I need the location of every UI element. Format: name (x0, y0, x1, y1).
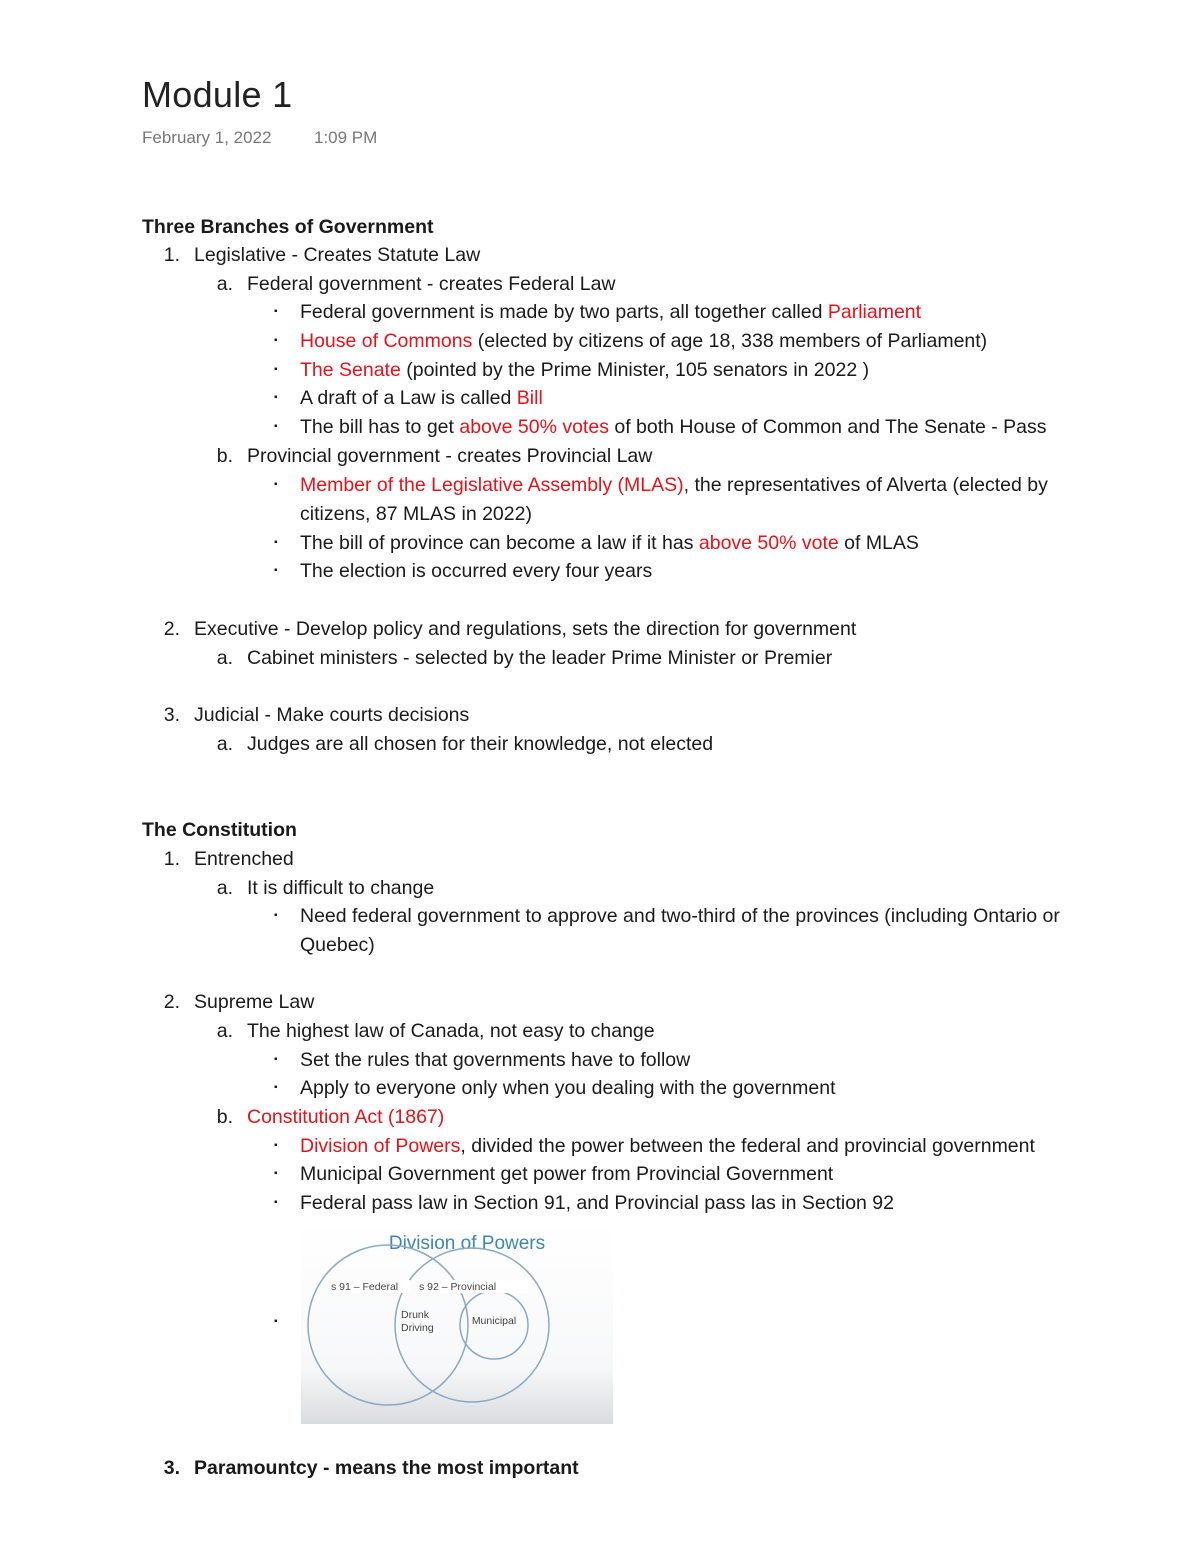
list-item: Member of the Legislative Assembly (MLAS), the representatives of Alverta (elected by (300, 474, 1048, 496)
list-item-continuation: Quebec) (300, 934, 375, 956)
list-letter: b. (216, 1106, 233, 1128)
note-time: 1:09 PM (314, 128, 378, 147)
section-heading-constitution: The Constitution (142, 819, 297, 841)
list-item: The Senate (pointed by the Prime Minister, 105 senators in 2022 ) (300, 359, 870, 381)
list-number: 2. (163, 991, 180, 1013)
list-letter: a. (216, 273, 233, 295)
list-item: Judicial - Make courts decisions (194, 704, 470, 726)
bullet-icon: ▪ (274, 392, 278, 403)
bullet-icon: ▪ (274, 1082, 278, 1093)
list-item: Constitution Act (1867) (247, 1106, 445, 1128)
bullet-icon: ▪ (274, 306, 278, 317)
list-number: 1. (163, 848, 180, 870)
bullet-icon: ▪ (274, 335, 278, 346)
bullet-icon: ▪ (274, 479, 278, 490)
municipal-label: Municipal (471, 1315, 517, 1327)
bullet-icon: ▪ (274, 1197, 278, 1208)
list-item: Federal government - creates Federal Law (247, 273, 616, 295)
list-item: Federal pass law in Section 91, and Provincial pass las in Section 92 (300, 1192, 894, 1214)
list-item: It is difficult to change (247, 877, 435, 899)
provincial-label: s 92 – Provincial (419, 1281, 497, 1293)
bullet-icon: ▪ (274, 364, 278, 375)
bullet-icon: ▪ (274, 1140, 278, 1151)
bullet-icon: ▪ (274, 1316, 278, 1327)
list-number: 3. (163, 704, 180, 726)
overlap-label-line2: Driving (401, 1322, 434, 1334)
bullet-icon: ▪ (274, 1054, 278, 1065)
list-letter: a. (216, 647, 233, 669)
list-item: House of Commons (elected by citizens of age 18, 338 members of Parliament) (300, 330, 988, 352)
list-item: Division of Powers, divided the power between the federal and provincial government (300, 1135, 1035, 1157)
venn-diagram (301, 1222, 613, 1424)
list-item: Paramountcy - means the most important (194, 1457, 579, 1479)
note-date: February 1, 2022 (142, 128, 272, 147)
list-item: Supreme Law (194, 991, 315, 1013)
list-item: A draft of a Law is called Bill (300, 387, 543, 409)
list-item: Entrenched (194, 848, 294, 870)
list-number: 3. (163, 1457, 180, 1479)
bullet-icon: ▪ (274, 421, 278, 432)
list-item-continuation: citizens, 87 MLAS in 2022) (300, 503, 532, 525)
list-letter: a. (216, 733, 233, 755)
list-item: Federal government is made by two parts, all together called Parliament (300, 301, 922, 323)
list-item: Judges are all chosen for their knowledge, not elected (247, 733, 714, 755)
list-letter: a. (216, 877, 233, 899)
list-item: Set the rules that governments have to follow (300, 1049, 691, 1071)
list-item: The bill of province can become a law if it has above 50% vote of MLAS (300, 532, 919, 554)
list-number: 1. (163, 244, 180, 266)
division-of-powers-image (301, 1222, 613, 1424)
bullet-icon: ▪ (274, 565, 278, 576)
page-title: Module 1 (142, 74, 293, 115)
federal-label: s 91 – Federal (331, 1281, 399, 1293)
list-letter: b. (216, 445, 233, 467)
list-number: 2. (163, 618, 180, 640)
bullet-icon: ▪ (274, 537, 278, 548)
section-heading-branches: Three Branches of Government (142, 216, 434, 238)
bullet-icon: ▪ (274, 1168, 278, 1179)
list-item: Cabinet ministers - selected by the leader Prime Minister or Premier (247, 647, 833, 669)
list-item: The election is occurred every four years (300, 560, 653, 582)
list-item: Provincial government - creates Provincial Law (247, 445, 653, 467)
list-letter: a. (216, 1020, 233, 1042)
list-item: Municipal Government get power from Provincial Government (300, 1163, 834, 1185)
list-item: Legislative - Creates Statute Law (194, 244, 481, 266)
list-item: Executive - Develop policy and regulations, sets the direction for government (194, 618, 857, 640)
overlap-label-line1: Drunk (401, 1309, 430, 1321)
bullet-icon: ▪ (274, 910, 278, 921)
list-item: Need federal government to approve and two-third of the provinces (including Ontario or (300, 905, 1060, 927)
list-item: Apply to everyone only when you dealing with the government (300, 1077, 836, 1099)
list-item: The bill has to get above 50% votes of both House of Common and The Senate - Pass (300, 416, 1047, 438)
diagram-title: Division of Powers (388, 1233, 546, 1254)
list-item: The highest law of Canada, not easy to change (247, 1020, 655, 1042)
